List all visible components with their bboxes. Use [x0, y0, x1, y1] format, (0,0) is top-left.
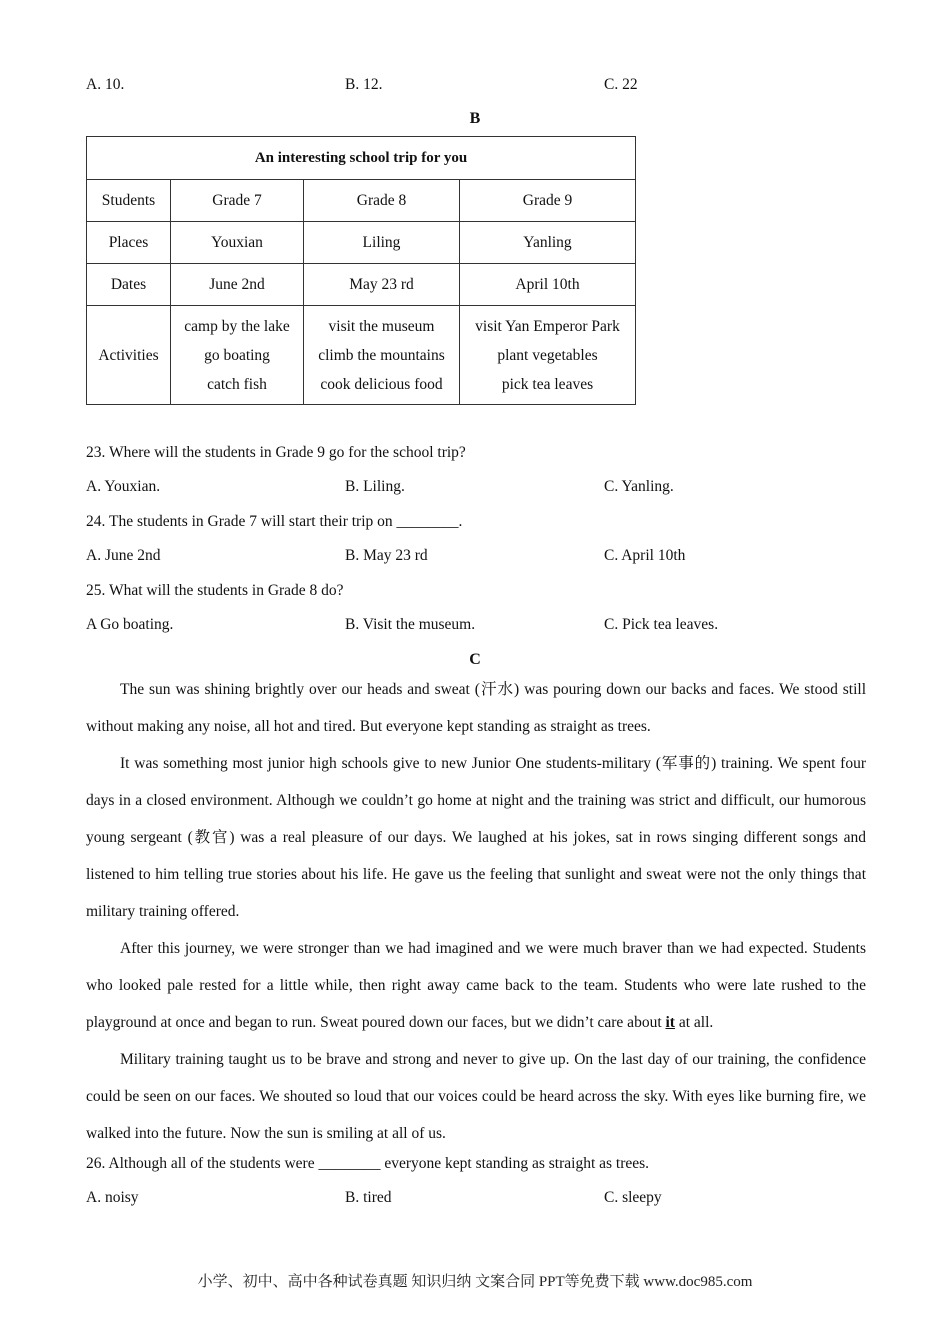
option-b: B. Visit the museum.	[345, 616, 476, 633]
question-23-stem: 23. Where will the students in Grade 9 go for the school trip?	[86, 444, 466, 461]
table-cell: June 2nd	[171, 264, 304, 306]
paragraph-3-end: at all.	[674, 1014, 714, 1031]
question-23-options	[86, 478, 866, 500]
option-a: A. June 2nd	[86, 547, 161, 564]
activity-item: visit Yan Emperor Park	[475, 317, 620, 335]
section-b-heading: B	[469, 110, 481, 127]
table-cell: Liling	[304, 222, 460, 264]
option-a: A. noisy	[86, 1189, 139, 1206]
table-row-dates	[87, 264, 636, 306]
table-cell: Grade 7	[171, 180, 304, 222]
activity-item: camp by the lake	[184, 317, 290, 335]
table-cell-activities-grade7	[171, 306, 304, 405]
option-c: C. Pick tea leaves.	[604, 616, 719, 633]
table-cell: May 23 rd	[304, 264, 460, 306]
page-footer: 小学、初中、高中各种试卷真题 知识归纳 文案合同 PPT等免费下载 www.doc985.com	[197, 1274, 753, 1290]
table-cell: Dates	[87, 264, 171, 306]
option-c: C. April 10th	[604, 547, 686, 564]
reading-passage	[86, 671, 866, 1152]
question-25-stem: 25. What will the students in Grade 8 do?	[86, 582, 344, 599]
table-cell: Places	[87, 222, 171, 264]
table-cell-activities-grade8	[304, 306, 460, 405]
passage-paragraph-2: It was something most junior high schools give to new Junior One students-military (军事的) training. We spent four days in a closed environment. Although we couldn’t go home at night and the training was strict and difficult, our humorous young sergeant (教官) was a real pleasure of our days. We laughed at his jokes, sat in rows singing different songs and listened to him telling true stories about his life. He gave us the feeling that sunlight and sweat were not the only things that military training offered.	[86, 755, 866, 920]
question-26-stem: 26. Although all of the students were ________ everyone kept standing as straight as trees.	[86, 1155, 650, 1172]
underlined-word: it	[665, 1014, 675, 1031]
option-c: C. sleepy	[604, 1189, 662, 1206]
table-title: An interesting school trip for you	[87, 137, 636, 180]
table-cell: Students	[87, 180, 171, 222]
q22-options	[86, 76, 866, 98]
school-trip-table	[86, 136, 636, 405]
table-cell: Activities	[87, 306, 171, 405]
passage-paragraph-4: Military training taught us to be brave and strong and never to give up. On the last day of our training, the confidence could be seen on our faces. We shouted so loud that our voices could be heard across the sky. With eyes like burning fire, we walked into the future. Now the sun is smiling at all of us.	[86, 1051, 866, 1142]
q22-option-c: C. 22	[604, 76, 638, 93]
question-25-options	[86, 616, 866, 638]
activity-item: catch fish	[207, 375, 267, 393]
activity-item: cook delicious food	[320, 375, 443, 393]
section-c-heading: C	[469, 651, 481, 668]
activity-item: climb the mountains	[318, 346, 445, 364]
activity-item: visit the museum	[328, 317, 435, 335]
option-b: B. May 23 rd	[345, 547, 428, 564]
option-c: C. Yanling.	[604, 478, 674, 495]
table-cell: Youxian	[171, 222, 304, 264]
question-26-options	[86, 1189, 866, 1211]
activity-item: go boating	[204, 346, 270, 364]
table-row-activities	[87, 306, 636, 405]
table-cell-activities-grade9	[460, 306, 636, 405]
option-b: B. Liling.	[345, 478, 405, 495]
activity-item: plant vegetables	[497, 346, 598, 364]
table-cell: April 10th	[460, 264, 636, 306]
activity-item: pick tea leaves	[501, 375, 594, 393]
passage-paragraph-3	[86, 930, 866, 1041]
passage-paragraph-1: The sun was shining brightly over our heads and sweat (汗水) was pouring down our backs and faces. We stood still without making any noise, all hot and tired. But everyone kept standing as straight as trees.	[86, 681, 866, 735]
table-row-places	[87, 222, 636, 264]
table-row-students	[87, 180, 636, 222]
paragraph-3-text: After this journey, we were stronger than we had imagined and we were much braver than we had expected. Students who looked pale rested for a little while, then right away came back to the team. Students who were late rushed to the playground at once and began to run. Sweat poured down our faces, but we didn’t care about	[86, 940, 866, 1031]
table-cell: Grade 9	[460, 180, 636, 222]
table-cell: Grade 8	[304, 180, 460, 222]
option-b: B. tired	[345, 1189, 392, 1206]
option-a: A. Youxian.	[86, 478, 161, 495]
question-24-options	[86, 547, 866, 569]
table-cell: Yanling	[460, 222, 636, 264]
option-a: A Go boating.	[86, 616, 174, 633]
q22-option-a: A. 10.	[86, 76, 125, 93]
question-24-stem: 24. The students in Grade 7 will start their trip on ________.	[86, 513, 463, 530]
q22-option-b: B. 12.	[345, 76, 383, 93]
